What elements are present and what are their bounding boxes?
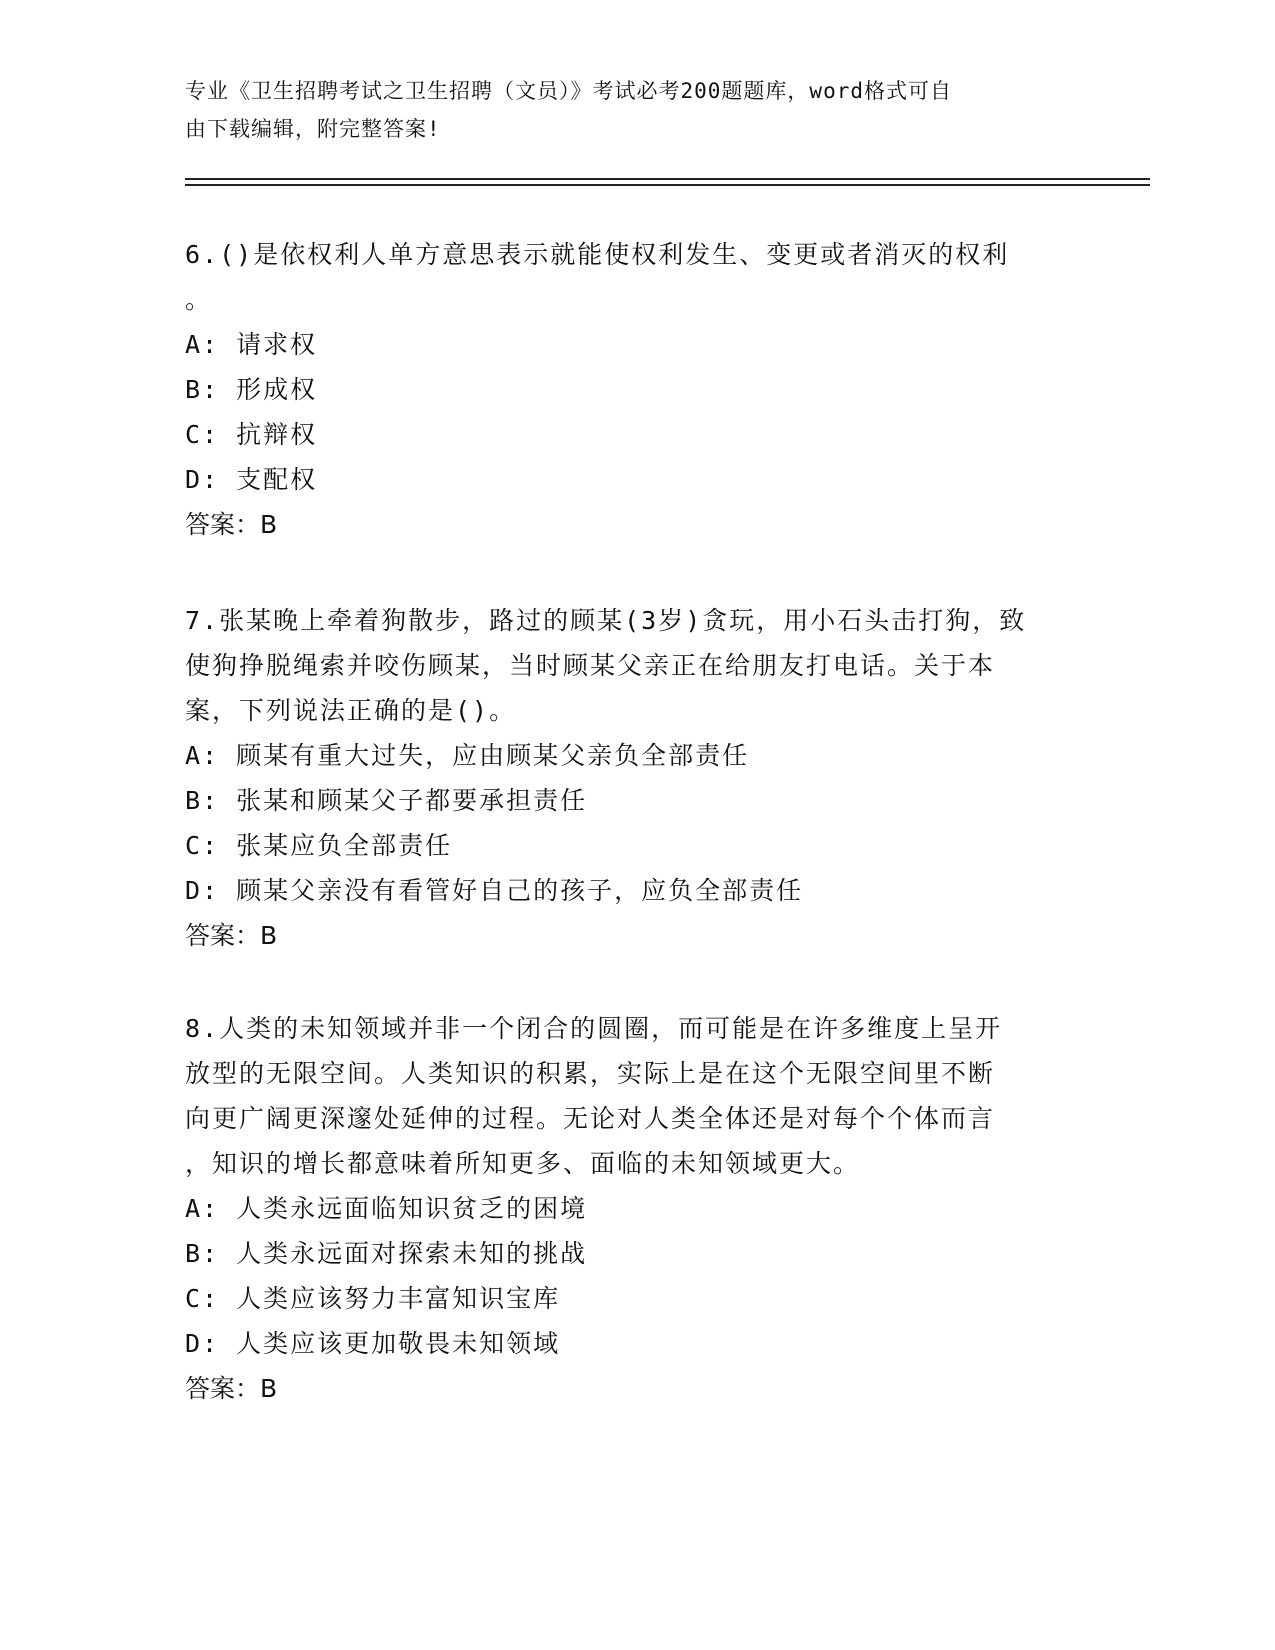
header-divider-top [185,178,1150,180]
option-d: D: 顾某父亲没有看管好自己的孩子，应负全部责任 [185,876,804,905]
question-6 [185,232,1085,547]
question-stem-line: 6.()是依权利人单方意思表示就能使权利发生、变更或者消灭的权利 [185,240,1010,269]
answer-label: 答案：B [185,510,278,539]
option-d: D: 支配权 [185,465,318,494]
question-stem-line: 。 [185,285,213,314]
option-b: B: 张某和顾某父子都要承担责任 [185,786,588,815]
question-stem-line: ，知识的增长都意味着所知更多、面临的未知领域更大。 [185,1149,861,1178]
question-stem-line: 8.人类的未知领域并非一个闭合的圆圈，而可能是在许多维度上呈开 [185,1014,1003,1043]
question-stem-line: 放型的无限空间。人类知识的积累，实际上是在这个无限空间里不断 [185,1059,996,1088]
question-stem-line: 使狗挣脱绳索并咬伤顾某，当时顾某父亲正在给朋友打电话。关于本 [185,651,996,680]
option-a: A: 顾某有重大过失，应由顾某父亲负全部责任 [185,741,750,770]
question-stem-line: 7.张某晚上牵着狗散步，路过的顾某(3岁)贪玩，用小石头击打狗，致 [185,606,1027,635]
option-a: A: 人类永远面临知识贫乏的困境 [185,1194,588,1223]
header-line-2: 由下载编辑，附完整答案! [185,117,441,141]
answer-label: 答案：B [185,1374,278,1403]
question-8 [185,1006,1085,1411]
header-divider-bottom [185,184,1150,186]
header-line-1: 专业《卫生招聘考试之卫生招聘（文员）》考试必考200题题库，word格式可自 [185,79,952,103]
option-b: B: 形成权 [185,375,318,404]
document-header [185,72,1065,148]
option-a: A: 请求权 [185,330,318,359]
answer-label: 答案：B [185,921,278,950]
option-d: D: 人类应该更加敬畏未知领域 [185,1329,561,1358]
question-stem-line: 案，下列说法正确的是()。 [185,696,517,725]
question-7 [185,598,1085,958]
option-c: C: 张某应负全部责任 [185,831,453,860]
option-b: B: 人类永远面对探索未知的挑战 [185,1239,588,1268]
option-c: C: 抗辩权 [185,420,318,449]
option-c: C: 人类应该努力丰富知识宝库 [185,1284,561,1313]
question-stem-line: 向更广阔更深邃处延伸的过程。无论对人类全体还是对每个个体而言 [185,1104,996,1133]
